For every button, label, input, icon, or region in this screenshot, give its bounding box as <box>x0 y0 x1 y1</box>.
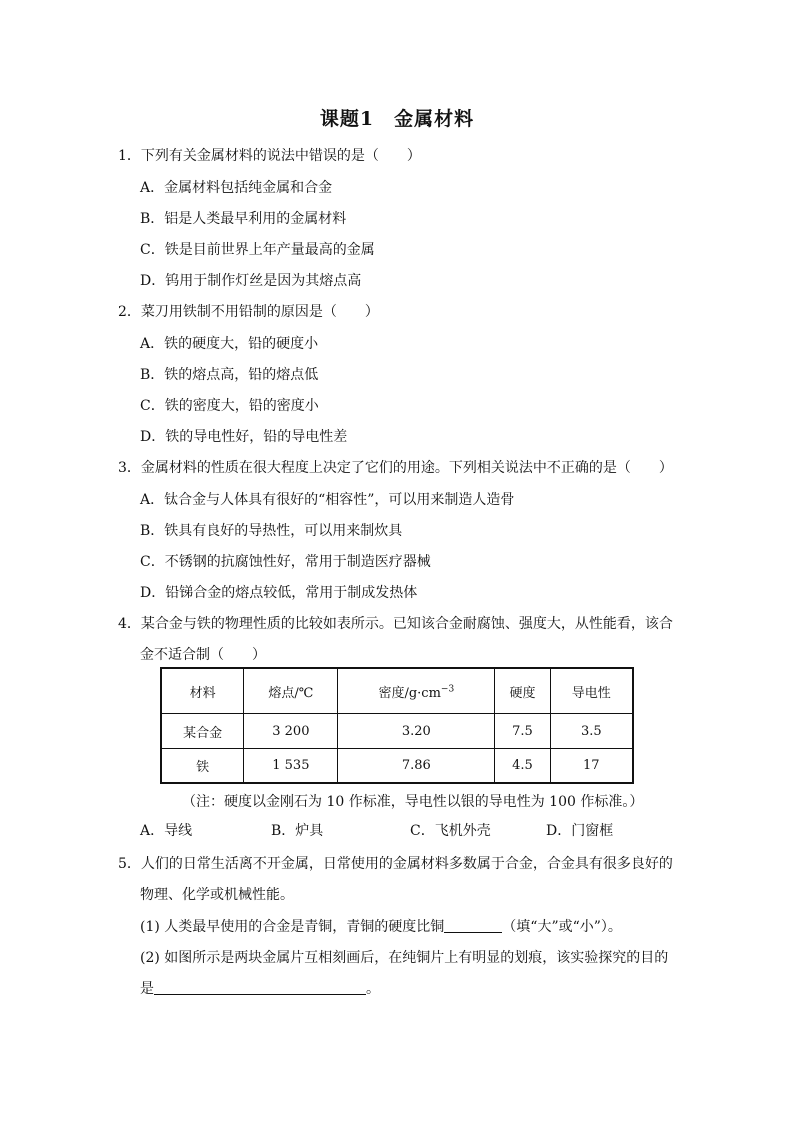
question-5-stem: 5．人们的日常生活离不开金属，日常使用的金属材料多数属于合金，合金具有很多良好的 <box>118 856 673 872</box>
part-2-text-end: 。 <box>366 981 380 997</box>
question-2-option-b: B．铁的熔点高，铅的熔点低 <box>140 367 319 383</box>
question-1-option-d: D．钨用于制作灯丝是因为其熔点高 <box>140 273 362 289</box>
table-cell: 4.5 <box>495 749 550 784</box>
table-cell: 3.20 <box>338 714 495 749</box>
header-cell: 硬度 <box>495 668 550 714</box>
part-1-text-end: （填“大”或“小”）。 <box>502 919 622 935</box>
question-5-part-1 <box>140 916 622 936</box>
question-4-stem-continued: 金不适合制（ ） <box>140 647 266 663</box>
answer-blank[interactable] <box>154 980 366 995</box>
table-row <box>161 714 633 749</box>
header-cell: 熔点/℃ <box>244 668 338 714</box>
question-3-stem: 3．金属材料的性质在很大程度上决定了它们的用途。下列相关说法中不正确的是（ ） <box>118 460 673 476</box>
question-2-stem: 2．菜刀用铁制不用铅制的原因是（ ） <box>118 304 379 320</box>
question-1-option-a: A．金属材料包括纯金属和合金 <box>140 180 333 196</box>
question-4-option-b: B．炉具 <box>271 823 324 839</box>
table-cell: 17 <box>550 749 633 784</box>
question-1-option-c: C．铁是目前世界上年产量最高的金属 <box>140 242 375 258</box>
question-4-option-c: C．飞机外壳 <box>410 823 491 839</box>
page-title: 课题1 金属材料 <box>319 108 475 130</box>
question-3-option-b: B．铁具有良好的导热性，可以用来制炊具 <box>140 523 403 539</box>
density-label: 密度/g·cm <box>378 685 441 701</box>
question-4-option-a: A．导线 <box>140 823 193 839</box>
question-5-part-2: (2) 如图所示是两块金属片互相刻画后，在纯铜片上有明显的划痕，该实验探究的目的 <box>140 950 669 966</box>
question-3-option-c: C．不锈钢的抗腐蚀性好，常用于制造医疗器械 <box>140 554 431 570</box>
density-exponent: −3 <box>440 684 455 695</box>
header-cell: 材料 <box>161 668 244 714</box>
question-4-option-d: D．门窗框 <box>546 823 614 839</box>
question-2-option-d: D．铁的导电性好，铅的导电性差 <box>140 429 348 445</box>
part-1-text: (1) 人类最早使用的合金是青铜，青铜的硬度比铜 <box>140 919 445 935</box>
table-cell: 1 535 <box>244 749 338 784</box>
table-cell: 铁 <box>161 749 244 784</box>
table-cell: 3.5 <box>550 714 633 749</box>
table-cell: 7.5 <box>495 714 550 749</box>
table-row <box>161 749 633 784</box>
table-cell: 某合金 <box>161 714 244 749</box>
question-3-option-a: A．钛合金与人体具有很好的“相容性”，可以用来制造人造骨 <box>140 492 515 508</box>
header-cell-density <box>338 668 495 714</box>
table-note: （注：硬度以金刚石为 10 作标准，导电性以银的导电性为 100 作标准。） <box>182 794 644 810</box>
question-5-stem-continued: 物理、化学或机械性能。 <box>140 887 294 903</box>
question-2-option-c: C．铁的密度大，铅的密度小 <box>140 398 319 414</box>
question-3-option-d: D．铅锑合金的熔点较低，常用于制成发热体 <box>140 585 418 601</box>
header-cell: 导电性 <box>550 668 633 714</box>
table-header-row <box>161 668 633 714</box>
question-4-stem: 4．某合金与铁的物理性质的比较如表所示。已知该合金耐腐蚀、强度大，从性能看，该合 <box>118 616 673 632</box>
question-2-option-a: A．铁的硬度大，铅的硬度小 <box>140 336 319 352</box>
question-1-stem: 1．下列有关金属材料的说法中错误的是（ ） <box>118 148 421 164</box>
table-cell: 7.86 <box>338 749 495 784</box>
part-2-text: 是 <box>140 981 154 997</box>
question-5-part-2-continued <box>140 978 380 998</box>
properties-table <box>160 667 634 784</box>
question-1-option-b: B．铝是人类最早利用的金属材料 <box>140 211 347 227</box>
table-cell: 3 200 <box>244 714 338 749</box>
answer-blank[interactable] <box>444 918 502 933</box>
